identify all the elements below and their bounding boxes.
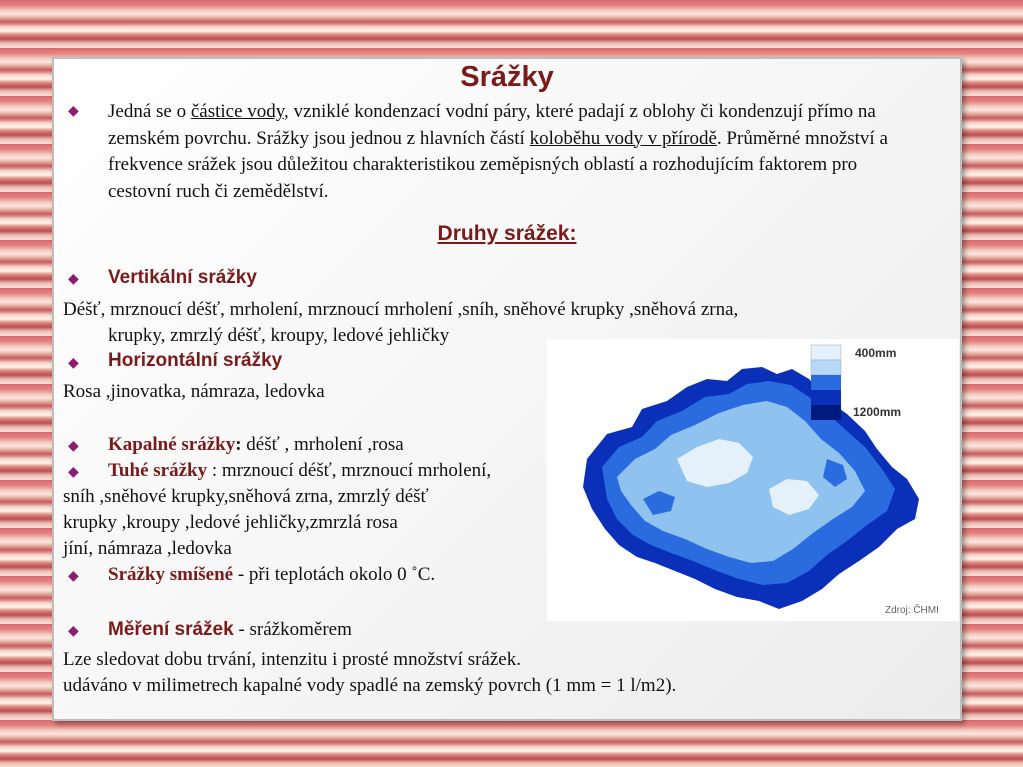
legend-swatch-1 (811, 345, 841, 360)
mixed-text: - při teplotách okolo 0 ˚C. (233, 564, 436, 585)
map-source: Zdroj: ČHMI (885, 605, 939, 616)
mixed-label: Srážky smíšené (108, 564, 234, 585)
link-castice-vody[interactable]: částice vody (190, 101, 285, 122)
section-subtitle: Druhy srážek: (437, 222, 577, 245)
measure-line-2: Lze sledovat dobu trvání, intenzitu i prosté množství srážek. (63, 649, 521, 670)
horizontal-heading: Horizontální srážky (108, 350, 283, 371)
mixed-line (108, 562, 435, 588)
measure-line (108, 617, 352, 643)
czech-map-icon (547, 339, 959, 621)
vertical-line-1: Déšť, mrznoucí déšť, mrholení, mrznoucí mrholení ,sníh, sněhové krupky ,sněhová zrna, (63, 299, 739, 320)
solid-line-4: jíní, námraza ,ledovka (63, 538, 232, 559)
measure-label: Měření srážek (108, 619, 234, 640)
legend-swatch-2 (811, 360, 841, 375)
slide (52, 57, 962, 721)
legend-swatch-4 (811, 390, 841, 405)
page-title: Srážky (460, 61, 554, 93)
measure-line-3: udáváno v milimetrech kapalné vody spadlé na zemský povrch (1 mm = 1 l/m2). (63, 675, 677, 696)
solid-label: Tuhé srážky (108, 460, 208, 481)
horizontal-line-1: Rosa ,jinovatka, námraza, ledovka (63, 381, 325, 402)
liquid-text: déšť , mrholení ,rosa (241, 434, 404, 455)
legend-label-top: 400mm (855, 346, 897, 360)
solid-line-2: sníh ,sněhové krupky,sněhová zrna, zmrzlý déšť (63, 486, 429, 507)
liquid-colon: : (235, 434, 242, 455)
measure-text: - srážkoměrem (233, 619, 352, 640)
solid-line-3: krupky ,kroupy ,ledové jehličky,zmrzlá rosa (63, 512, 398, 533)
precipitation-map (547, 339, 959, 621)
liquid-label: Kapalné srážky (108, 434, 236, 455)
vertical-heading: Vertikální srážky (108, 267, 257, 288)
link-kolobeh-vody[interactable]: koloběhu vody v přírodě (529, 127, 717, 149)
intro-text-1: Jedná se o (108, 101, 191, 122)
legend-label-bottom: 1200mm (853, 405, 902, 419)
solid-line (108, 458, 491, 484)
vertical-line-2: krupky, zmrzlý déšť, kroupy, ledové jehličky (108, 325, 450, 346)
intro-text-2: , vzniklé kondenzací vodní páry, které padají z oblohy či kondenzují přímo na zemském povrchu. Srážky jsou jednou z hlavních částí (108, 101, 876, 149)
solid-text: : mrznoucí déšť, mrznoucí mrholení, (207, 460, 492, 481)
legend-swatch-3 (811, 375, 841, 390)
intro-paragraph (108, 99, 918, 205)
liquid-line (108, 432, 404, 458)
legend-swatch-5 (811, 405, 841, 420)
intro-text-3: . Průměrné množství a frekvence srážek jsou důležitou charakteristikou zeměpisných oblastí a rozhodujícím faktorem pro cestovní ruch či zemědělství. (108, 127, 888, 202)
